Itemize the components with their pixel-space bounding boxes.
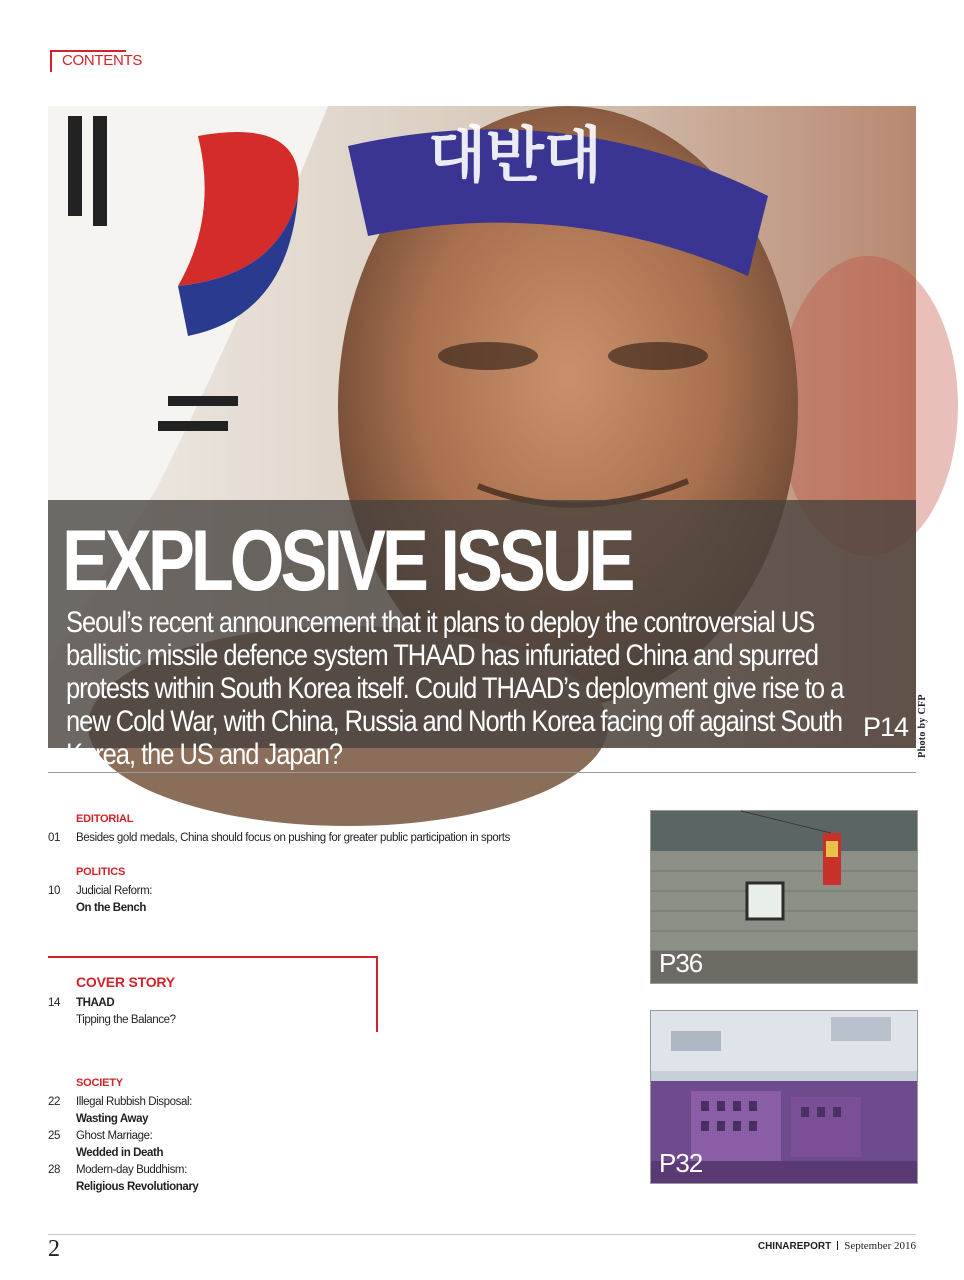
toc-page-number: 01 bbox=[48, 832, 60, 844]
toc-section-politics bbox=[48, 865, 568, 917]
svg-text:대반대: 대반대 bbox=[428, 121, 602, 191]
toc-section-editorial bbox=[48, 812, 568, 847]
toc-entry-subtitle: Tipping the Balance? bbox=[76, 1014, 176, 1026]
thumbnail-page-ref: P36 bbox=[659, 948, 703, 978]
toc-section-cover-story bbox=[48, 973, 568, 1029]
thumbnail-p32[interactable] bbox=[650, 1010, 918, 1184]
toc-entry[interactable] bbox=[48, 1162, 568, 1196]
cover-story-hero[interactable] bbox=[48, 106, 916, 771]
toc-entry-subtitle: Judicial Reform: bbox=[76, 885, 153, 897]
section-heading: COVER STORY bbox=[76, 974, 175, 990]
toc-page-number: 10 bbox=[48, 885, 60, 897]
toc-entry-title: Wedded in Death bbox=[76, 1147, 164, 1159]
footer-separator bbox=[837, 1241, 838, 1250]
toc-entry[interactable] bbox=[48, 995, 568, 1029]
footer-info bbox=[758, 1240, 916, 1252]
toc-entry-title: On the Bench bbox=[76, 902, 146, 914]
magazine-name: CHINAREPORT bbox=[757, 1241, 832, 1252]
toc-entry-subtitle: Ghost Marriage: bbox=[76, 1130, 153, 1142]
toc-entry-title: Wasting Away bbox=[76, 1113, 149, 1125]
issue-date: September 2016 bbox=[844, 1240, 916, 1252]
toc-entry-subtitle: Illegal Rubbish Disposal: bbox=[76, 1096, 192, 1108]
divider bbox=[48, 772, 916, 773]
toc-entry[interactable] bbox=[48, 1094, 568, 1128]
photo-credit: Photo by CFP bbox=[917, 694, 928, 758]
toc-page-number: 14 bbox=[48, 997, 60, 1009]
thumbnail-page-ref: P32 bbox=[659, 1148, 703, 1178]
toc-section-society bbox=[48, 1076, 568, 1196]
page-number: 2 bbox=[48, 1236, 60, 1262]
toc-page-number: 22 bbox=[48, 1096, 60, 1108]
toc-entry-title: Religious Revolutionary bbox=[76, 1181, 199, 1193]
toc-page-number: 28 bbox=[48, 1164, 60, 1176]
toc-entry-text: Besides gold medals, China should focus on pushing for greater public participation in sports bbox=[76, 832, 510, 844]
section-heading: EDITORIAL bbox=[76, 813, 134, 825]
footer-divider bbox=[48, 1234, 916, 1235]
section-heading: POLITICS bbox=[76, 866, 126, 878]
thumbnail-p36[interactable] bbox=[650, 810, 918, 984]
toc-entry-subtitle: Modern-day Buddhism: bbox=[76, 1164, 187, 1176]
section-heading: SOCIETY bbox=[76, 1077, 123, 1089]
section-label: CONTENTS bbox=[50, 50, 142, 72]
toc-entry-title: THAAD bbox=[76, 997, 115, 1009]
cover-story-page-ref[interactable]: P14 bbox=[862, 712, 908, 742]
cover-story-title: EXPLOSIVE ISSUE bbox=[62, 513, 632, 609]
toc-entry[interactable] bbox=[48, 830, 568, 847]
toc-entry[interactable] bbox=[48, 883, 568, 917]
cover-story-description: Seoul’s recent announcement that it plans to deploy the controversial US ballistic missile defence system THAAD has infuriated China and spurred protests within South Korea itself. Could THAAD’s deployment give rise to a new Cold War, with China, Russia and North Korea facing off against South Korea, the US and Japan? bbox=[66, 606, 844, 771]
toc-page-number: 25 bbox=[48, 1130, 60, 1142]
toc-entry[interactable] bbox=[48, 1128, 568, 1162]
